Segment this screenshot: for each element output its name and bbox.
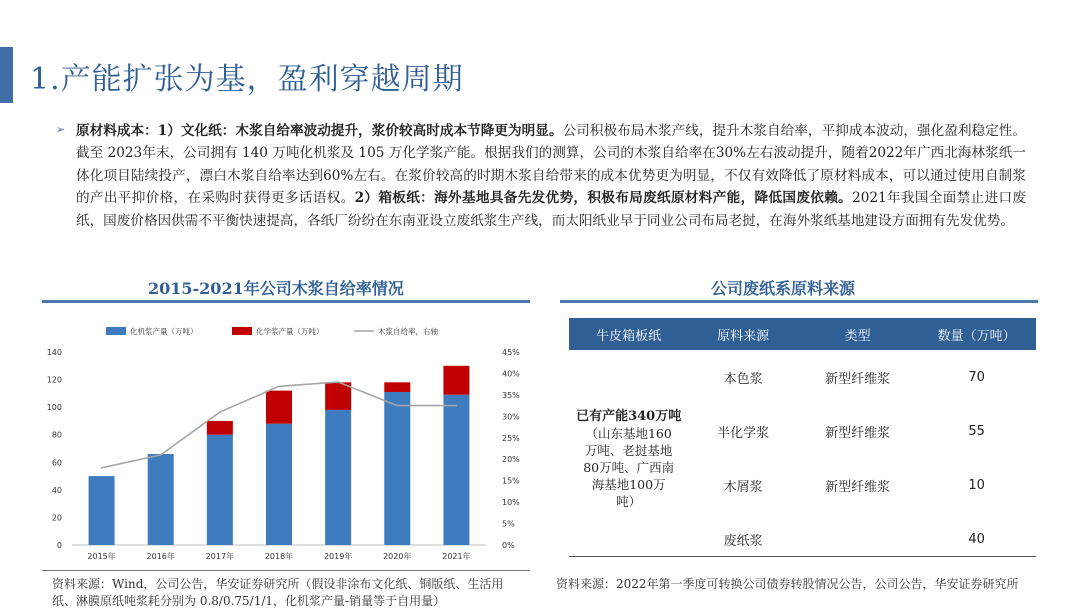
table-header: 数量（万吨） (917, 318, 1036, 350)
material-type: 新型纤维浆 (825, 371, 891, 387)
table-header: 原料来源 (688, 318, 798, 350)
y-right-tick-label: 15% (502, 476, 520, 486)
x-tick-label: 2016年 (146, 552, 175, 561)
chart-source-note: 资料来源：Wind，公司公告，华安证券研究所（假设非涂布文化纸、铜版纸、生活用纸、淋膜原纸吨浆耗分别为 0.8/0.75/1/1，化机浆产量-销量等于自用量） (52, 577, 504, 608)
capacity-detail: （山东基地160万吨、老挝基地80万吨、广西南海基地100万吨） (583, 425, 675, 509)
y-right-tick-label: 25% (502, 433, 520, 443)
y-left-tick-label: 120 (46, 375, 62, 385)
x-tick-label: 2019年 (323, 552, 353, 561)
self-sufficiency-point (278, 386, 280, 388)
x-tick-label: 2017年 (205, 552, 235, 561)
self-sufficiency-point (160, 454, 162, 456)
capacity-total: 已有产能340万吨 (576, 408, 682, 424)
y-left-tick-label: 20 (51, 513, 62, 523)
chart-legend (106, 326, 438, 337)
y-right-tick-label: 0% (502, 541, 515, 550)
chart-bars (89, 366, 470, 545)
self-sufficiency-point (456, 405, 458, 407)
y-left-tick-label: 0 (56, 541, 62, 550)
bar-mechanical-pulp (325, 410, 351, 545)
self-sufficiency-point (337, 381, 339, 383)
bar-mechanical-pulp (89, 476, 115, 545)
legend-swatch (106, 327, 126, 335)
table-source-note: 资料来源：2022年第一季度可转换公司债券转股情况公告，公司公告，华安证券研究所 (556, 577, 1019, 591)
self-sufficiency-point (101, 467, 103, 469)
material-type: 新型纤维浆 (825, 425, 891, 441)
y-left-tick-label: 140 (46, 348, 62, 357)
y-right-tick-label: 20% (502, 455, 520, 465)
chart-section-title: 2015-2021年公司木浆自给率情况 (148, 279, 404, 298)
pulp-self-sufficiency-chart (42, 312, 530, 570)
chart-title-rule (42, 300, 530, 303)
table-header-row (569, 318, 1036, 350)
material-qty: 40 (968, 531, 985, 547)
bar-chemical-pulp (384, 382, 410, 392)
y-right-tick-label: 35% (502, 390, 520, 400)
y-left-tick-label: 80 (51, 430, 62, 440)
table-bottom-rule (569, 556, 1036, 557)
y-right-tick-label: 10% (502, 498, 520, 508)
table-header: 牛皮箱板纸 (569, 318, 688, 350)
legend-swatch (232, 327, 252, 335)
y-right-tick-label: 45% (502, 348, 520, 357)
bar-chemical-pulp (443, 366, 469, 395)
bar-mechanical-pulp (148, 454, 174, 545)
bar-mechanical-pulp (384, 392, 410, 545)
x-tick-label: 2015年 (87, 552, 116, 561)
table-row (569, 350, 1036, 404)
material-qty: 70 (968, 369, 985, 385)
material-source: 半化学浆 (717, 425, 770, 441)
x-tick-label: 2021年 (442, 552, 471, 561)
y-right-tick-label: 5% (502, 519, 515, 529)
bullet-arrow-icon: ➢ (56, 123, 66, 136)
para-text-1: 公司积极布局木浆产线，提升木浆自给率，平抑成本波动，强化盈利稳定性。截至 2023年末，公司拥有 140 万吨化机浆及 105 万化学浆产能。根据我们的测算，公司的木浆自给率在30%左右波动提升，随着2022年广西北海林浆纸一体化项目陆续投产，漂白木浆自给率达到60%左右。在浆价较高的时期木浆自给带来的成本优势更为明显，不仅有效降低了原材料成本，可以通过使用自制浆的产出平抑价格，在采购时获得更多话语权。 (76, 123, 1026, 207)
material-type: 新型纤维浆 (825, 479, 891, 495)
y-left-tick-label: 40 (51, 485, 62, 495)
bar-mechanical-pulp (443, 395, 469, 545)
body-paragraph (76, 120, 1026, 232)
material-source: 废纸浆 (723, 533, 763, 549)
title-accent-bar (0, 47, 13, 103)
para-bold-1: 原材料成本：1）文化纸：木浆自给率波动提升，浆价较高时成本节降更为明显。 (76, 123, 563, 139)
raw-material-table (569, 318, 1036, 566)
table-title-rule (560, 300, 1038, 303)
y-right-tick-label: 30% (502, 412, 520, 422)
y-left-tick-label: 60 (51, 458, 62, 468)
material-type (798, 512, 917, 566)
x-tick-label: 2018年 (264, 552, 294, 561)
chart-bottom-rule (42, 570, 530, 571)
legend-label: 化机浆产量（万吨） (130, 327, 198, 336)
table-section-title: 公司废纸系原料来源 (711, 279, 856, 298)
bar-mechanical-pulp (207, 435, 233, 545)
bar-mechanical-pulp (266, 424, 292, 545)
y-left-tick-label: 100 (46, 403, 62, 413)
para-bold-2: 2）箱板纸：海外基地具备先发优势，积极布局废纸原材料产能，降低国废依赖。 (354, 190, 853, 207)
material-source: 木屑浆 (723, 479, 763, 495)
x-tick-label: 2020年 (383, 552, 412, 561)
legend-label: 化学浆产量（万吨） (256, 327, 324, 336)
material-qty: 10 (968, 477, 985, 493)
capacity-cell (569, 350, 688, 566)
para-text-2: 2021年我国全面禁止进口废纸，国废价格因供需不平衡快速提高，各纸厂纷纷在东南亚设立废纸浆生产线，而太阳纸业早于同业公司布局老挝，在海外浆纸基地建设方面拥有先发优势。 (76, 190, 1026, 229)
y-right-tick-label: 40% (502, 369, 520, 379)
self-sufficiency-point (396, 405, 398, 407)
material-source: 本色浆 (723, 371, 763, 387)
bar-chemical-pulp (207, 421, 233, 435)
table-header: 类型 (798, 318, 917, 350)
material-qty: 55 (968, 423, 985, 439)
page-title: 1.产能扩张为基，盈利穿越周期 (30, 62, 464, 97)
bar-chemical-pulp (266, 391, 292, 424)
self-sufficiency-point (219, 411, 221, 413)
legend-label: 木浆自给率，右轴 (378, 327, 438, 336)
